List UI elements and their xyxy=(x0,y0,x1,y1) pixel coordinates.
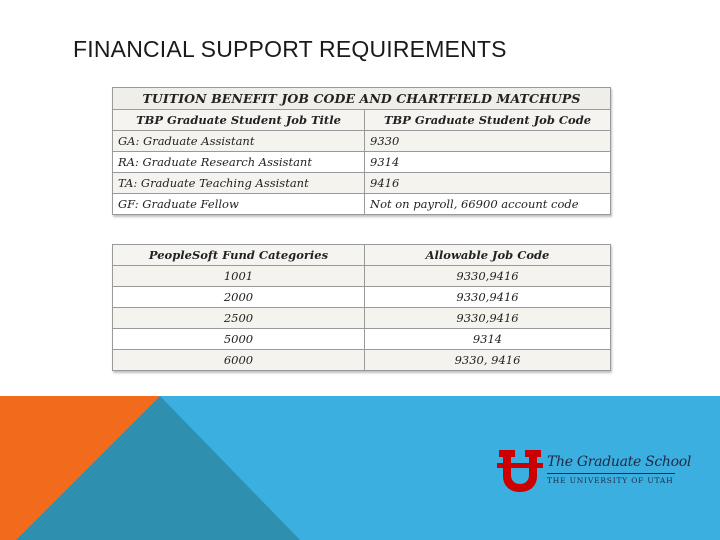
job-title-cell: RA: Graduate Research Assistant xyxy=(113,152,365,173)
table-row xyxy=(113,329,611,350)
job-code-matchups-table xyxy=(112,87,611,215)
table-row xyxy=(113,287,611,308)
allowable-codes-cell: 9330, 9416 xyxy=(365,350,611,371)
column-header-job-title: TBP Graduate Student Job Title xyxy=(113,110,365,131)
table-header-row xyxy=(113,110,611,131)
fund-cell: 2500 xyxy=(113,308,365,329)
job-title-cell: GF: Graduate Fellow xyxy=(113,194,365,215)
table-row xyxy=(113,194,611,215)
university-of-utah-u-icon xyxy=(497,448,543,494)
table-row xyxy=(113,173,611,194)
table-row xyxy=(113,350,611,371)
table-banner-row xyxy=(113,88,611,110)
fund-cell: 1001 xyxy=(113,266,365,287)
logo-graduate-school-text: The Graduate School xyxy=(547,454,692,470)
allowable-codes-cell: 9330,9416 xyxy=(365,266,611,287)
slide-title: FINANCIAL SUPPORT REQUIREMENTS xyxy=(73,36,507,62)
job-code-cell: 9314 xyxy=(365,152,611,173)
column-header-fund-categories: PeopleSoft Fund Categories xyxy=(113,245,365,266)
table-header-row xyxy=(113,245,611,266)
job-code-cell: 9416 xyxy=(365,173,611,194)
graduate-school-logo xyxy=(497,448,692,496)
fund-cell: 5000 xyxy=(113,329,365,350)
allowable-codes-cell: 9330,9416 xyxy=(365,287,611,308)
job-title-cell: GA: Graduate Assistant xyxy=(113,131,365,152)
job-code-cell: 9330 xyxy=(365,131,611,152)
fund-categories-table xyxy=(112,244,611,371)
job-code-cell: Not on payroll, 66900 account code xyxy=(365,194,611,215)
table-row xyxy=(113,131,611,152)
allowable-codes-cell: 9330,9416 xyxy=(365,308,611,329)
table-row xyxy=(113,266,611,287)
table-row xyxy=(113,308,611,329)
allowable-codes-cell: 9314 xyxy=(365,329,611,350)
logo-university-text: THE UNIVERSITY OF UTAH xyxy=(547,476,674,485)
table-row xyxy=(113,152,611,173)
column-header-job-code: TBP Graduate Student Job Code xyxy=(365,110,611,131)
column-header-allowable-job-code: Allowable Job Code xyxy=(365,245,611,266)
logo-divider xyxy=(547,473,675,474)
table-banner: TUITION BENEFIT JOB CODE AND CHARTFIELD MATCHUPS xyxy=(113,88,611,110)
job-title-cell: TA: Graduate Teaching Assistant xyxy=(113,173,365,194)
fund-cell: 2000 xyxy=(113,287,365,308)
fund-cell: 6000 xyxy=(113,350,365,371)
